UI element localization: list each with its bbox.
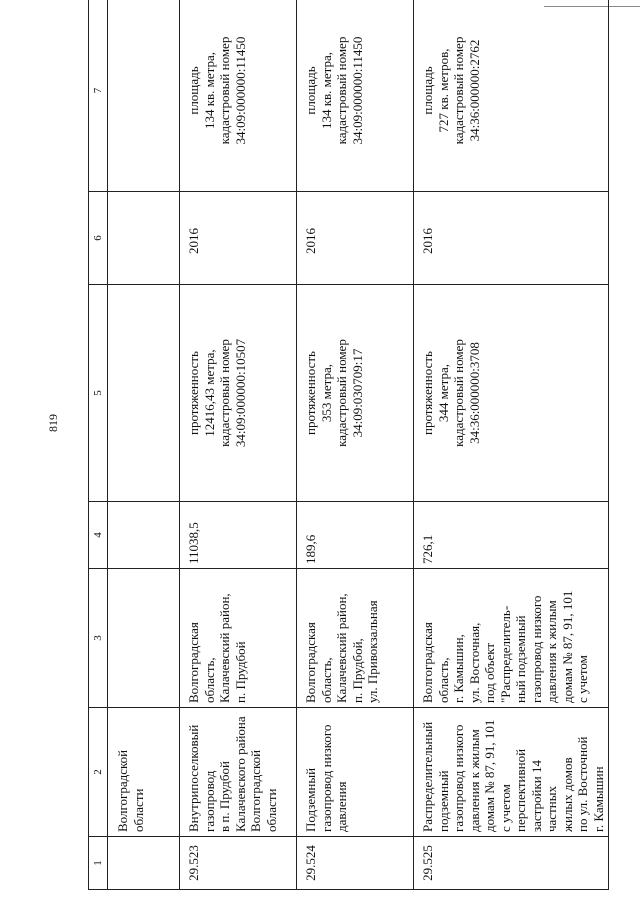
cont-cell-3	[108, 569, 180, 708]
cont-cell-1	[108, 837, 180, 890]
cont-cell-name: Волгоградской области	[108, 708, 180, 837]
land-area: площадь 134 кв. метра, кадастровый номер 34:09:000000:11450	[297, 0, 414, 192]
column-number-row	[89, 0, 108, 890]
rotated-table-container	[88, 25, 606, 890]
row-number: 29.525	[414, 837, 609, 890]
col-number-4: 4	[89, 502, 108, 569]
col-number-3: 3	[89, 569, 108, 708]
object-year: 2016	[180, 192, 297, 285]
table-row	[180, 0, 297, 890]
cont-cell-5	[108, 285, 180, 502]
object-name: Внутрипоселковый газопровод в п. Прудбой Калачевского района Волгоградской области	[180, 708, 297, 837]
row-number: 29.524	[297, 837, 414, 890]
col-number-7: 7	[89, 0, 108, 192]
col-number-6: 6	[89, 192, 108, 285]
col-number-2: 2	[89, 708, 108, 837]
object-year: 2016	[414, 192, 609, 285]
cont-cell-6	[108, 192, 180, 285]
object-location: Волгоградская область, Калачевский район, п. Прудбой, ул. Привокзальная	[297, 569, 414, 708]
cont-cell-7	[108, 0, 180, 192]
object-length: протяженность 344 метра, кадастровый номер 34:36:000000:3708	[414, 285, 609, 502]
land-area: площадь 134 кв. метра, кадастровый номер 34:09:000000:11450	[180, 0, 297, 192]
object-location: Волгоградская область, Калачевский район, п. Прудбой	[180, 569, 297, 708]
object-length: протяженность 353 метра, кадастровый номер 34:09:030709:17	[297, 285, 414, 502]
object-value: 11038,5	[180, 502, 297, 569]
table-row	[414, 0, 609, 890]
cont-cell-4	[108, 502, 180, 569]
object-location: Волгоградская область, г. Камышин, ул. Восточная, под объект "Распределитель- ный подземный газопровод низкого давления к жилым домам № 87, 91, 101 с учетом	[414, 569, 609, 708]
row-number: 29.523	[180, 837, 297, 890]
object-value: 726,1	[414, 502, 609, 569]
table-row	[297, 0, 414, 890]
col-number-1: 1	[89, 837, 108, 890]
continuation-row	[108, 0, 180, 890]
object-value: 189,6	[297, 502, 414, 569]
land-area: площадь 727 кв. метров, кадастровый номер 34:36:000000:2762	[414, 0, 609, 192]
property-table	[88, 0, 609, 890]
object-name: Подземный газопровод низкого давления	[297, 708, 414, 837]
object-name: Распределительный подземный газопровод низкого давления к жилым домам № 87, 91, 101 с учетом перспективной застройки 14 частных жилых домов по ул. Восточной г. Камышин	[414, 708, 609, 837]
page-number: 819	[46, 414, 60, 432]
object-year: 2016	[297, 192, 414, 285]
object-length: протяженность 12416,43 метра, кадастровый номер 34:09:000000:10507	[180, 285, 297, 502]
col-number-5: 5	[89, 285, 108, 502]
